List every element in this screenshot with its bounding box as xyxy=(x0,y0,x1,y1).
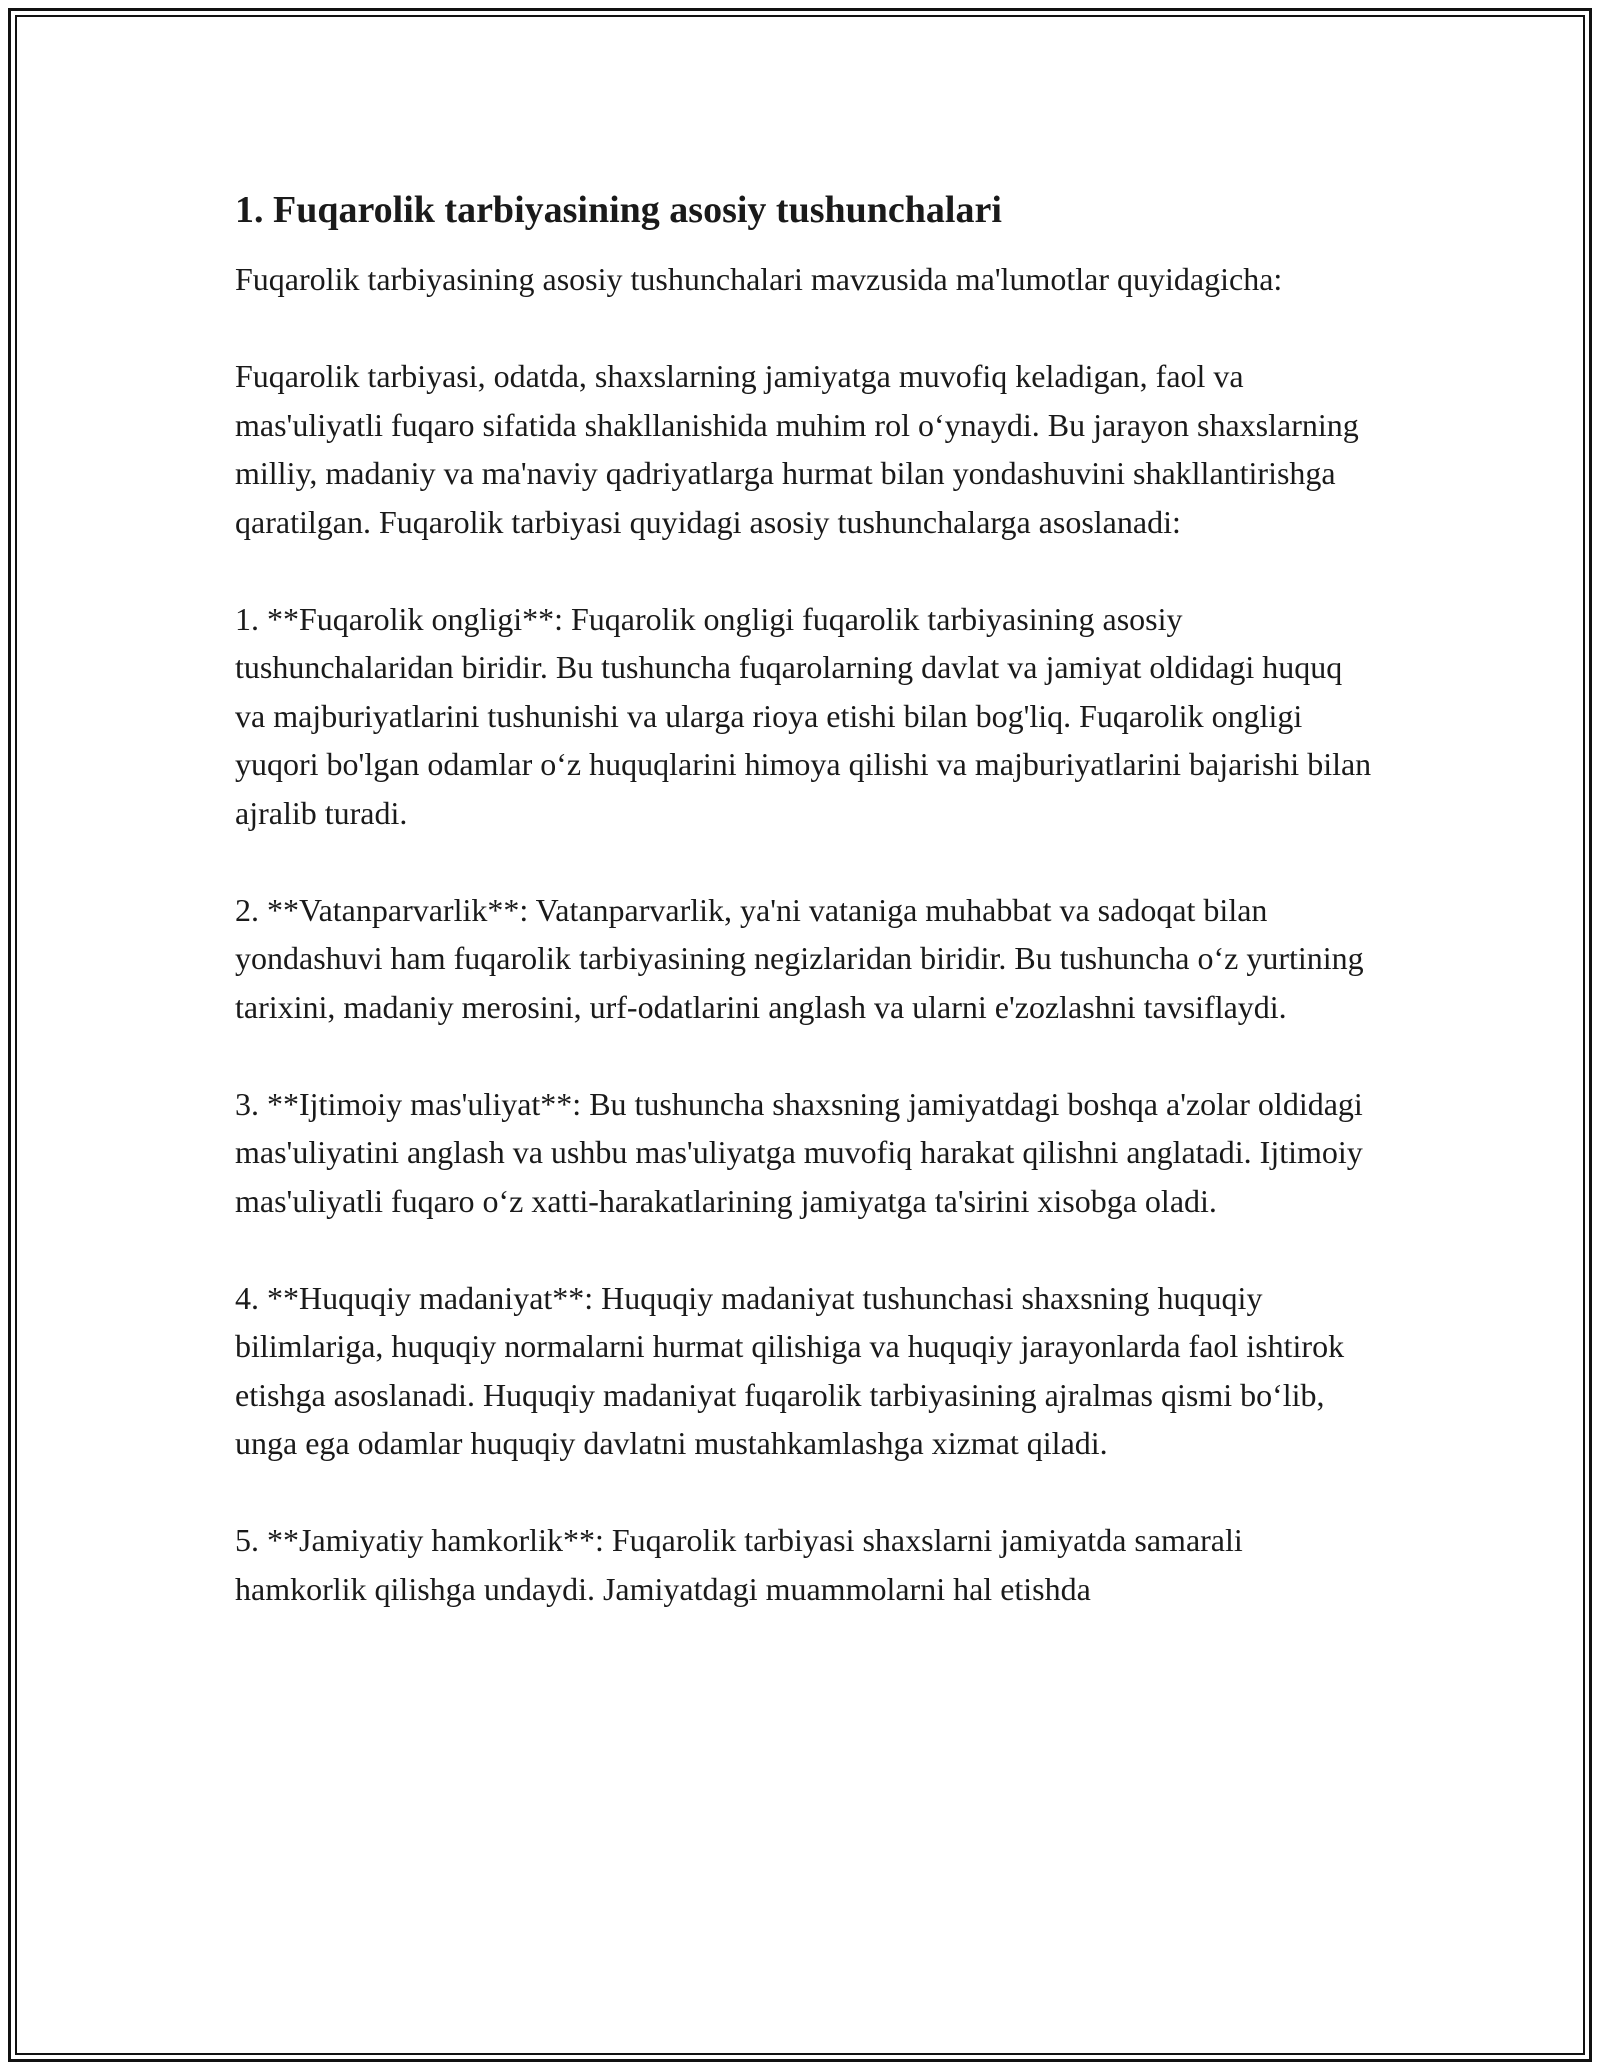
list-item-huquqiy-madaniyat: 4. **Huquqiy madaniyat**: Huquqiy madaniyat tushunchasi shaxsning huquqiy bilimlariga, huquqiy normalarni hurmat qilishiga va huquqiy jarayonlarda faol ishtirok etishga asoslanadi. Huquqiy madaniyat fuqarolik tarbiyasining ajralmas qismi bo‘lib, unga ega odamlar huquqiy davlatni mustahkamlashga xizmat qiladi. xyxy=(235,1279,1345,1461)
list-item-vatanparvarlik: 2. **Vatanparvarlik**: Vatanparvarlik, ya'ni vataniga muhabbat va sadoqat bilan yondashuvi ham fuqarolik tarbiyasining negizlaridan biridir. Bu tushuncha o‘z yurtining tarixini, madaniy merosini, urf-odatlarini anglash va ularni e'zozlashni tavsiflaydi. xyxy=(235,891,1364,1025)
document-page xyxy=(235,185,1375,1613)
list-item-jamiyatiy-hamkorlik: 5. **Jamiyatiy hamkorlik**: Fuqarolik tarbiyasi shaxslarni jamiyatda samarali hamkorlik qilishga undaydi. Jamiyatdagi muammolarni hal etishda xyxy=(235,1522,1243,1607)
section-heading: 1. Fuqarolik tarbiyasining asosiy tushunchalari xyxy=(235,189,1002,231)
overview-paragraph: Fuqarolik tarbiyasi, odatda, shaxslarning jamiyatga muvofiq keladigan, faol va mas'uliyatli fuqaro sifatida shakllanishida muhim rol o‘ynaydi. Bu jarayon shaxslarning milliy, madaniy va ma'naviy qadriyatlarga hurmat bilan yondashuvini shakllantirishga qaratilgan. Fuqarolik tarbiyasi quyidagi asosiy tushunchalarga asoslanadi: xyxy=(235,358,1359,540)
intro-paragraph: Fuqarolik tarbiyasining asosiy tushunchalari mavzusida ma'lumotlar quyidagicha: xyxy=(235,261,1283,297)
list-item-ijtimoiy-masuliyat: 3. **Ijtimoiy mas'uliyat**: Bu tushuncha shaxsning jamiyatdagi boshqa a'zolar oldidagi mas'uliyatini anglash va ushbu mas'uliyatga muvofiq harakat qilishni anglatadi. Ijtimoiy mas'uliyatli fuqaro o‘z xatti-harakatlarining jamiyatga ta'sirini xisobga oladi. xyxy=(235,1085,1363,1219)
list-item-fuqarolik-ongligi: 1. **Fuqarolik ongligi**: Fuqarolik ongligi fuqarolik tarbiyasining asosiy tushunchalaridan biridir. Bu tushuncha fuqarolarning davlat va jamiyat oldidagi huquq va majburiyatlarini tushunishi va ularga rioya etishi bilan bog'liq. Fuqarolik ongligi yuqori bo'lgan odamlar o‘z huquqlarini himoya qilishi va majburiyatlarini bajarishi bilan ajralib turadi. xyxy=(235,600,1372,831)
